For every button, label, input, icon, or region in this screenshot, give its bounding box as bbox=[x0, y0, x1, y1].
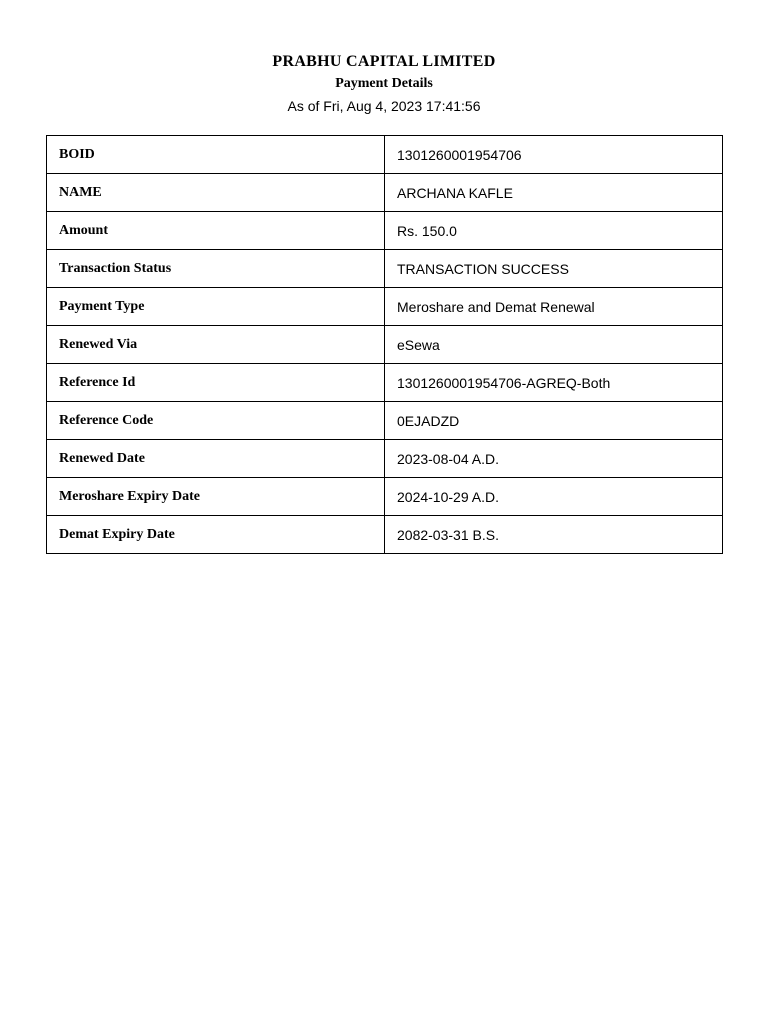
row-label: Reference Id bbox=[47, 364, 385, 402]
row-value: 1301260001954706 bbox=[385, 136, 723, 174]
row-value: Meroshare and Demat Renewal bbox=[385, 288, 723, 326]
company-name: PRABHU CAPITAL LIMITED bbox=[272, 53, 496, 70]
row-label: Reference Code bbox=[47, 402, 385, 440]
row-demat-expiry-date bbox=[47, 516, 723, 554]
row-label: Payment Type bbox=[47, 288, 385, 326]
row-meroshare-expiry-date bbox=[47, 478, 723, 516]
payment-details-table bbox=[46, 135, 723, 554]
row-value: eSewa bbox=[385, 326, 723, 364]
row-payment-type bbox=[47, 288, 723, 326]
row-value: 1301260001954706-AGREQ-Both bbox=[385, 364, 723, 402]
row-label: BOID bbox=[47, 136, 385, 174]
row-value: 2023-08-04 A.D. bbox=[385, 440, 723, 478]
row-label: NAME bbox=[47, 174, 385, 212]
row-renewed-date bbox=[47, 440, 723, 478]
row-label: Meroshare Expiry Date bbox=[47, 478, 385, 516]
document-title: Payment Details bbox=[335, 76, 433, 91]
row-value: 0EJADZD bbox=[385, 402, 723, 440]
row-value: Rs. 150.0 bbox=[385, 212, 723, 250]
row-name bbox=[47, 174, 723, 212]
row-renewed-via bbox=[47, 326, 723, 364]
row-transaction-status bbox=[47, 250, 723, 288]
row-label: Renewed Via bbox=[47, 326, 385, 364]
as-of-timestamp: As of Fri, Aug 4, 2023 17:41:56 bbox=[287, 98, 481, 114]
row-label: Transaction Status bbox=[47, 250, 385, 288]
row-value: 2082-03-31 B.S. bbox=[385, 516, 723, 554]
row-amount bbox=[47, 212, 723, 250]
row-reference-id bbox=[47, 364, 723, 402]
row-label: Renewed Date bbox=[47, 440, 385, 478]
row-reference-code bbox=[47, 402, 723, 440]
document-header bbox=[0, 52, 768, 115]
row-value: 2024-10-29 A.D. bbox=[385, 478, 723, 516]
row-value: TRANSACTION SUCCESS bbox=[385, 250, 723, 288]
row-value: ARCHANA KAFLE bbox=[385, 174, 723, 212]
row-boid bbox=[47, 136, 723, 174]
row-label: Amount bbox=[47, 212, 385, 250]
row-label: Demat Expiry Date bbox=[47, 516, 385, 554]
